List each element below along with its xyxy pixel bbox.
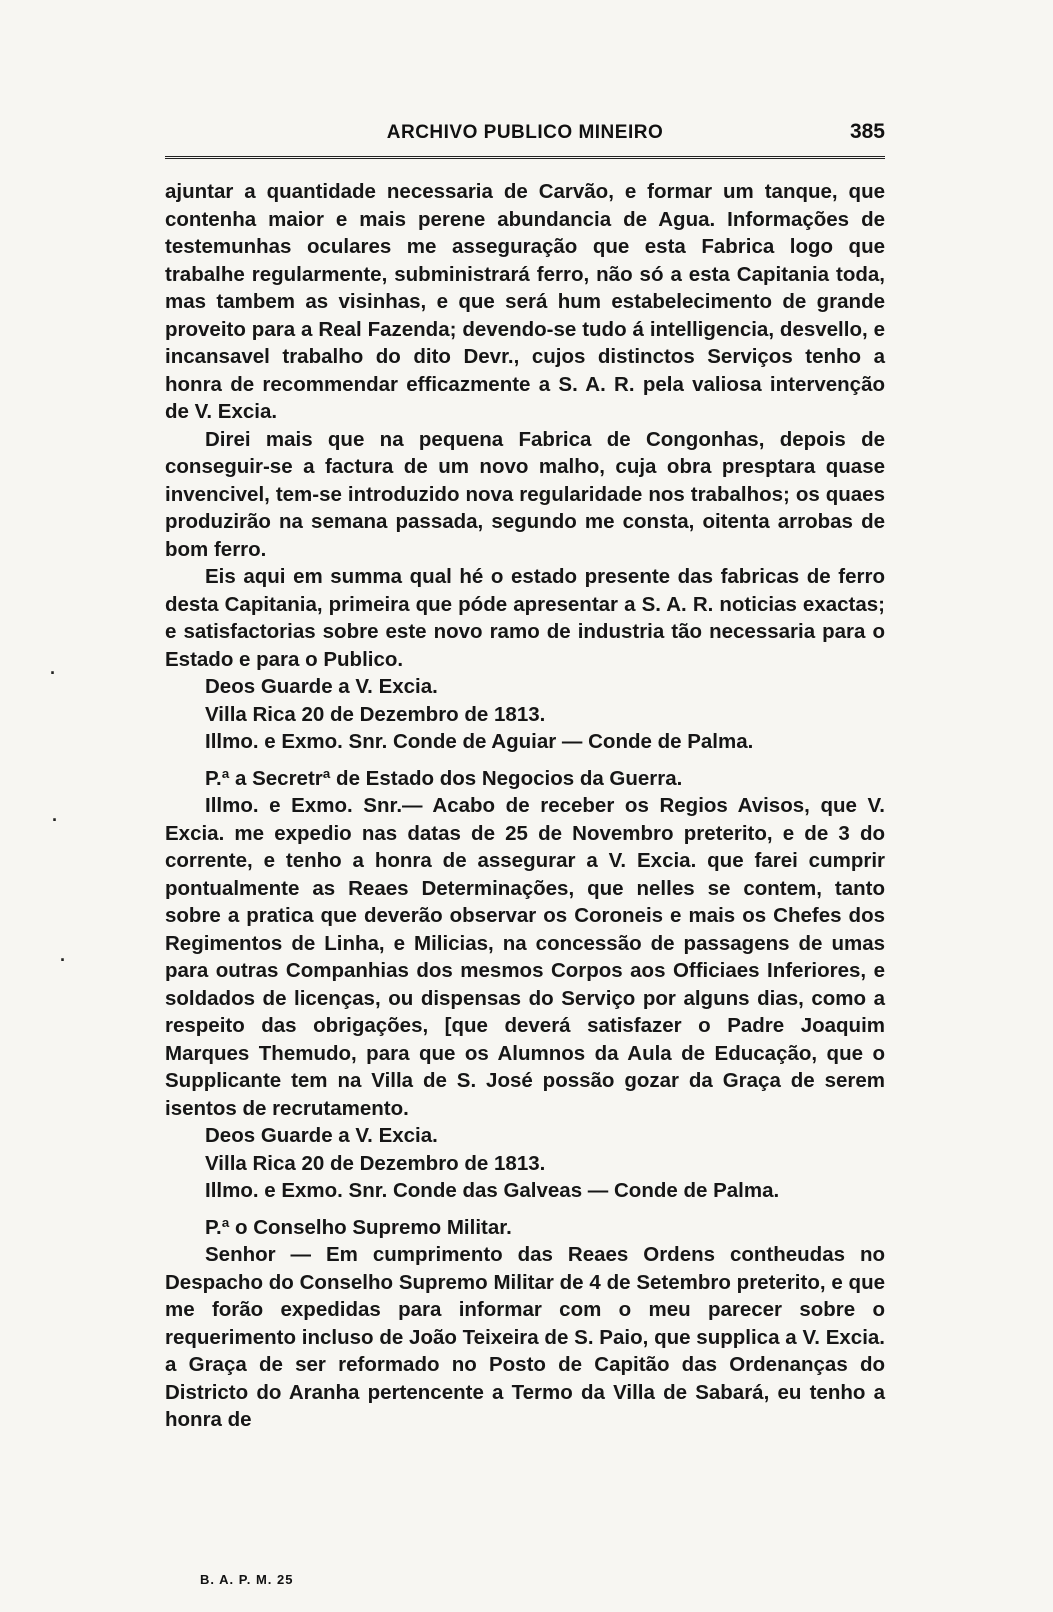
body-text	[165, 178, 885, 1434]
closing-1: Deos Guarde a V. Excia.	[205, 675, 438, 698]
page-number: 385	[849, 120, 885, 143]
addressee-2: Illmo. e Exmo. Snr. Conde das Galveas — Conde de Palma.	[205, 1179, 780, 1202]
dateline-1: Villa Rica 20 de Dezembro de 1813.	[205, 702, 546, 726]
paragraph-3: Eis aqui em summa qual hé o estado presente das fabricas de ferro desta Capitania, primeira que póde apresentar a S. A. R. noticias exactas; e satisfactorias sobre este novo ramo de industria tão necessaria para o Estado e para o Publico.	[165, 565, 885, 671]
running-head: ARCHIVO PUBLICO MINEIRO	[386, 122, 664, 143]
margin-mark: ·	[50, 663, 56, 683]
page-header	[165, 118, 885, 150]
margin-mark: ·	[52, 810, 58, 830]
margin-mark: ·	[60, 950, 66, 970]
footer-signature: B. A. P. M. 25	[200, 1572, 294, 1587]
addressee-1: Illmo. e Exmo. Snr. Conde de Aguiar — Conde de Palma.	[205, 730, 754, 753]
paragraph-4: Illmo. e Exmo. Snr.— Acabo de receber os Regios Avisos, que V. Excia. me expedio nas datas de 25 de Novembro preterito, e de 3 do corrente, e tenho a honra de assegurar a V. Excia. que farei cumprir pontualmente as Reaes Determinações, que nelles se contem, tanto sobre a pratica que deverão observar os Coroneis e mais os Chefes dos Regimentos de Linha, e Milicias, na concessão de passagens de umas para outras Companhias dos mesmos Corpos aos Officiaes Inferiores, e soldados de licenças, ou dispensas do Serviço por alguns dias, como a respeito das obrigações, [que deverá satisfazer o Padre Joaquim Marques Themudo, para que os Alumnos da Aula de Educação, que o Supplicante tem na Villa de S. José possão gozar da Graça de serem isentos de recrutamento.	[165, 794, 885, 1120]
paragraph-2: Direi mais que na pequena Fabrica de Congonhas, depois de conseguir-se a factura de um novo malho, cuja obra presptara quase invencivel, tem-se introduzido nova regularidade nos trabalhos; os quaes produzirão na semana passada, segundo me consta, oitenta arrobas de bom ferro.	[165, 427, 885, 561]
paragraph-1: ajuntar a quantidade necessaria de Carvão, e formar um tanque, que contenha maior e mais perene abundancia de Agua. Informações de testemunhas oculares me asseguração que esta Fabrica logo que trabalhe regularmente, subministrará ferro, não só a esta Capitania toda, mas tambem as visinhas, e que será hum estabelecimento de grande proveito para a Real Fazenda; devendo-se tudo á intelligencia, desvello, e incansavel trabalho do dito Devr., cujos distinctos Serviços tenho a honra de recommendar efficazmente a S. A. R. pela valiosa intervenção de V. Excia.	[165, 180, 885, 423]
heading-2: P.ª a Secretrª de Estado dos Negocios da Guerra.	[205, 766, 683, 790]
header-rule	[165, 156, 885, 159]
heading-3: P.ª o Conselho Supremo Militar.	[205, 1215, 512, 1239]
closing-2: Deos Guarde a V. Excia.	[205, 1124, 438, 1147]
paragraph-5: Senhor — Em cumprimento das Reaes Ordens contheudas no Despacho do Conselho Supremo Militar de 4 de Setembro preterito, e que me forão expedidas para informar com o meu parecer sobre o requerimento incluso de João Teixeira de S. Paio, que supplica a V. Excia. a Graça de ser reformado no Posto de Capitão das Ordenanças do Districto do Aranha pertencente a Termo da Villa de Sabará, eu tenho a honra de	[165, 1243, 885, 1431]
dateline-2: Villa Rica 20 de Dezembro de 1813.	[205, 1151, 546, 1175]
